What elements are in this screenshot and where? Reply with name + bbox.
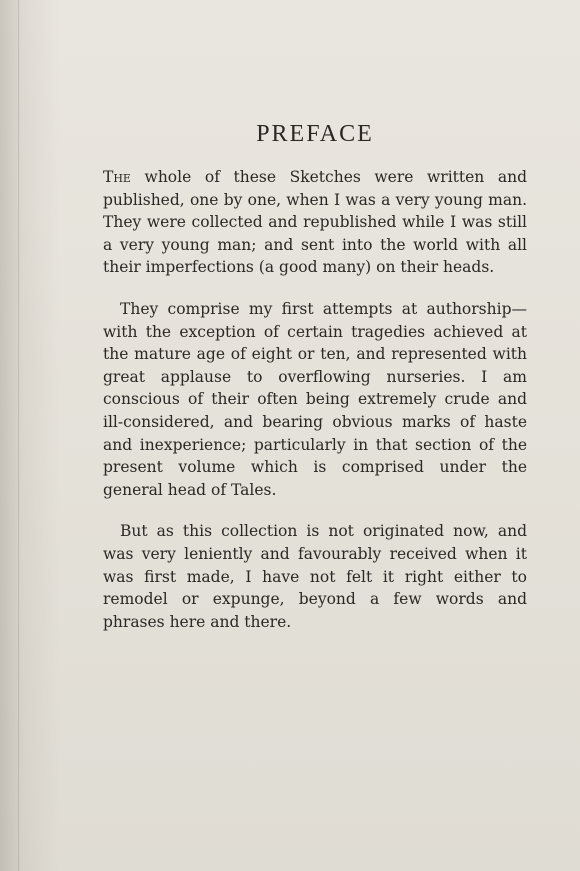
- paragraph-1-lead-word: The: [103, 168, 131, 186]
- page-title: PREFACE: [256, 121, 374, 147]
- paragraph-3: But as this collection is not originated now, and was very leniently and favourably received when it was first made, I have not felt it right either to remodel or expunge, beyond a few words and phrases here and there.: [103, 522, 527, 631]
- paragraph-2: They comprise my first attempts at authorship—with the exception of certain tragedies achieved at the mature age of eight or ten, and represented with great applause to overflowing nurseries. I am conscious of their often being extremely crude and ill-considered, and bearing obvious marks of haste and inexperience; particularly in that section of the present volume which is comprised under the general head of Tales.: [103, 299, 527, 499]
- preface-body: [103, 166, 527, 652]
- paragraph-1: [103, 166, 527, 279]
- paragraph-1-text: whole of these Sketches were written and published, one by one, when I was a very young man. They were collected and republished while I was still a very young man; and sent into the world with all their imperfections (a good many) on their heads.: [103, 168, 527, 277]
